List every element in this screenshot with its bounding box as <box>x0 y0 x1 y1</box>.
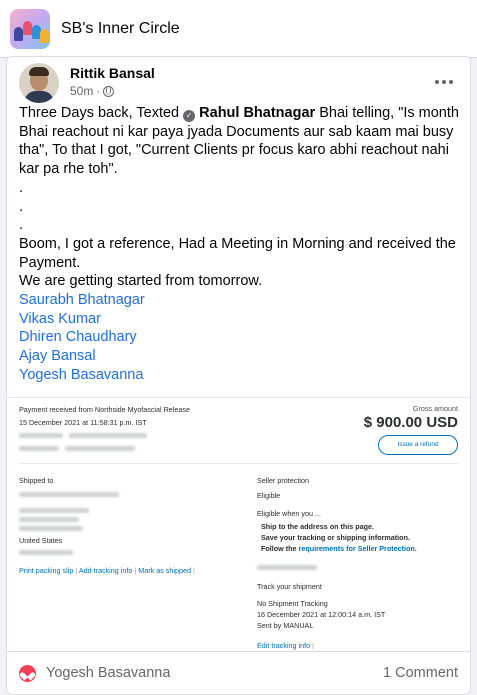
shipped-to-section <box>19 475 53 486</box>
group-header <box>0 0 477 58</box>
group-avatar-icon[interactable] <box>10 9 50 49</box>
reactions-summary[interactable]: Yogesh Basavanna <box>46 665 171 681</box>
print-packing-slip-link[interactable]: Print packing slip <box>19 566 74 575</box>
tagged-user-link[interactable]: Saurabh Bhatnagar <box>19 292 145 309</box>
tagged-user-link[interactable]: Yogesh Basavanna <box>19 366 144 383</box>
tagged-user-link[interactable]: Vikas Kumar <box>19 310 101 327</box>
redacted-text <box>19 446 59 451</box>
comment-count[interactable]: 1 Comment <box>383 665 458 681</box>
redacted-text <box>65 446 135 451</box>
post-paragraph-1 <box>19 104 465 179</box>
country-section <box>19 535 62 546</box>
post-dot: . <box>19 179 24 196</box>
post-footer <box>7 651 470 694</box>
post-card <box>6 56 471 695</box>
redacted-text <box>257 565 317 570</box>
post-body <box>19 104 465 385</box>
globe-icon <box>103 86 114 97</box>
post-time[interactable]: 50m <box>70 84 94 98</box>
protection-condition: Ship to the address on this page. <box>261 522 375 531</box>
group-name[interactable]: SB's Inner Circle <box>61 19 180 37</box>
eligible-status: Eligible <box>257 491 281 500</box>
track-shipment-label: Track your shipment <box>257 582 322 591</box>
post-dot: . <box>19 217 24 234</box>
post-dot: . <box>19 198 24 215</box>
redacted-text <box>19 526 83 531</box>
shipped-country: United States <box>19 536 63 545</box>
tracking-section: Track your shipment No Shipment Tracking 16 December 2021 at 12:00:14 a.m. IST Sent by MANUAL Edit tracking info | <box>257 581 462 651</box>
meta-separator: · <box>96 84 101 98</box>
post-header <box>19 63 459 103</box>
post-text-rest: Bhai telling, "Is month Bhai reachout ni kar paya jyada Documents aur sab kaam mai busy tha", To that I got, "Current Clients pr focus karo abhi reachout nahi kar pa rhe toh". <box>19 105 459 178</box>
protection-condition: Save your tracking or shipping information. <box>261 533 410 542</box>
post-paragraph-started: We are getting started from tomorrow. <box>19 273 263 290</box>
redacted-text <box>69 433 147 438</box>
redacted-text <box>19 433 63 438</box>
receipt-date: 15 December 2021 at 11:58:31 p.m. IST <box>19 418 147 427</box>
redacted-text <box>19 508 89 513</box>
sent-by: Sent by MANUAL <box>257 621 314 630</box>
receipt-divider <box>19 463 459 464</box>
verified-icon: ✓ <box>183 110 195 122</box>
more-options-button[interactable] <box>431 73 457 91</box>
dot-icon <box>442 80 446 84</box>
dot-icon <box>435 80 439 84</box>
author-name[interactable]: Rittik Bansal <box>70 65 155 81</box>
tracking-date: 16 December 2021 at 12:00:14 a.m. IST <box>257 610 386 619</box>
issue-refund-button[interactable]: Issue a refund <box>378 435 458 455</box>
redacted-text <box>19 517 79 522</box>
tagged-user-link[interactable]: Ajay Bansal <box>19 348 96 365</box>
protection-condition <box>257 543 462 554</box>
eligible-when-label: Eligible when you ... <box>257 509 321 518</box>
receipt-title: Payment received from Northside Myofascial Release <box>19 405 190 414</box>
gross-amount-label: Gross amount <box>412 404 458 413</box>
mention-link[interactable]: Rahul Bhatnagar <box>199 105 316 121</box>
seller-protection-section <box>257 475 462 554</box>
gross-amount: $ 900.00 USD <box>363 414 458 431</box>
tagged-user-link[interactable]: Dhiren Chaudhary <box>19 329 137 346</box>
redacted-text <box>19 492 119 497</box>
no-tracking-text: No Shipment Tracking <box>257 599 328 608</box>
mark-as-shipped-link[interactable]: Mark as shipped <box>138 566 191 575</box>
post-paragraph-boom: Boom, I got a reference, Had a Meeting in Morning and received the Payment. <box>19 235 456 271</box>
edit-tracking-info-link[interactable]: Edit tracking info <box>257 641 311 650</box>
shipping-links: Print packing slip | Add tracking info | Mark as shipped | <box>19 566 195 575</box>
condition-prefix: Follow the <box>261 544 297 553</box>
post-text-intro: Three Days back, Texted <box>19 105 180 121</box>
author-avatar[interactable] <box>19 63 59 103</box>
shipped-to-label: Shipped to <box>19 476 54 485</box>
redacted-text <box>19 550 73 555</box>
add-tracking-info-link[interactable]: Add tracking info <box>78 566 133 575</box>
payment-receipt-image[interactable] <box>7 397 470 651</box>
heart-icon[interactable] <box>19 665 36 682</box>
dot-icon <box>449 80 453 84</box>
seller-protection-requirements-link[interactable]: requirements for Seller Protection. <box>298 544 417 553</box>
seller-protection-label: Seller protection <box>257 476 309 485</box>
post-meta <box>70 84 114 98</box>
